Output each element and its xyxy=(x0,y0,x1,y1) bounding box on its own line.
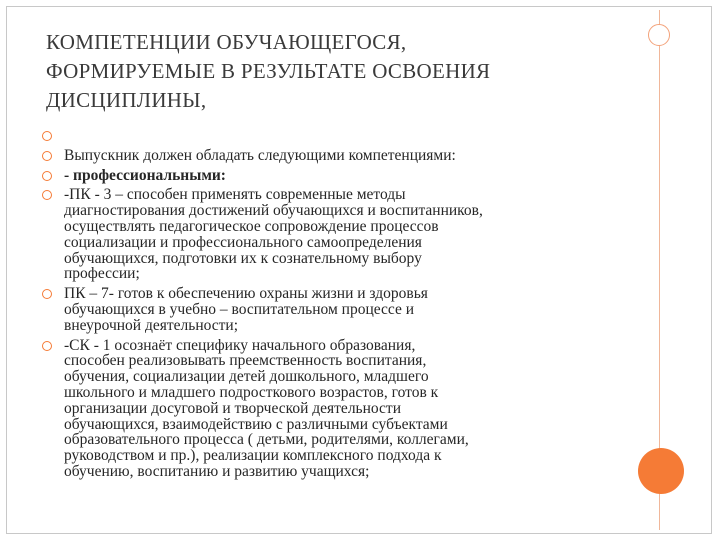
title-line: ФОРМИРУЕМЫЕ В РЕЗУЛЬТАТЕ ОСВОЕНИЯ xyxy=(46,59,491,83)
list-item-text: обучающихся, взаимодействию с различными субъектами xyxy=(64,415,448,433)
list-item xyxy=(42,168,632,184)
list-item-text: руководством и пр.), реализации комплексного подхода к xyxy=(64,447,442,465)
list-item-text: обучению, воспитанию и развитию учащихся; xyxy=(64,462,370,480)
list-item-text: обучения, социализации детей дошкольного, младшего xyxy=(64,368,429,386)
list-item-text: - профессиональными: xyxy=(64,166,226,184)
list-item-text: внеурочной деятельности; xyxy=(64,316,239,334)
bullet-icon xyxy=(42,190,52,200)
list-item-text xyxy=(64,128,632,144)
decorative-circle-filled xyxy=(638,448,684,494)
list-item xyxy=(42,128,632,144)
list-item-text: профессии; xyxy=(64,265,140,283)
list-item xyxy=(42,286,632,333)
list-item-text: -СК - 1 осознаёт специфику начального образования, xyxy=(64,336,416,354)
list-item-text: диагностирования достижений обучающихся и воспитанников, xyxy=(64,202,483,220)
bullet-icon xyxy=(42,151,52,161)
decorative-circle-outline xyxy=(648,24,670,46)
list-item-text: осуществлять педагогическое сопровождение процессов xyxy=(64,217,439,235)
slide-title xyxy=(46,28,626,115)
bullet-icon xyxy=(42,171,52,181)
list-item-text: социализации и профессионального самоопределения xyxy=(64,233,422,251)
list-item-text: ПК – 7- готов к обеспечению охраны жизни и здоровья xyxy=(64,285,428,303)
list-item xyxy=(42,187,632,282)
list-item-text: -ПК - 3 – способен применять современные методы xyxy=(64,186,406,204)
title-line: ДИСЦИПЛИНЫ, xyxy=(46,88,207,112)
list-item-text: школьного и младшего подросткового возрастов, готов к xyxy=(64,383,439,401)
list-item-text: Выпускник должен обладать следующими компетенциями: xyxy=(64,146,456,164)
list-item-text: образовательного процесса ( детьми, родителями, коллегами, xyxy=(64,431,469,449)
list-item-text: способен реализовывать преемственность воспитания, xyxy=(64,352,427,370)
list-item-text: обучающихся в учебно – воспитательном процессе и xyxy=(64,300,415,318)
bullet-icon xyxy=(42,341,52,351)
bullet-icon xyxy=(42,289,52,299)
competency-list xyxy=(42,128,632,484)
list-item-text: обучающихся, подготовки их к сознательному выбору xyxy=(64,249,422,267)
list-item xyxy=(42,338,632,480)
list-item xyxy=(42,148,632,164)
list-item-text: организации досуговой и творческой деятельности xyxy=(64,399,401,417)
bullet-icon xyxy=(42,131,52,141)
title-line: КОМПЕТЕНЦИИ ОБУЧАЮЩЕГОСЯ, xyxy=(46,30,407,54)
